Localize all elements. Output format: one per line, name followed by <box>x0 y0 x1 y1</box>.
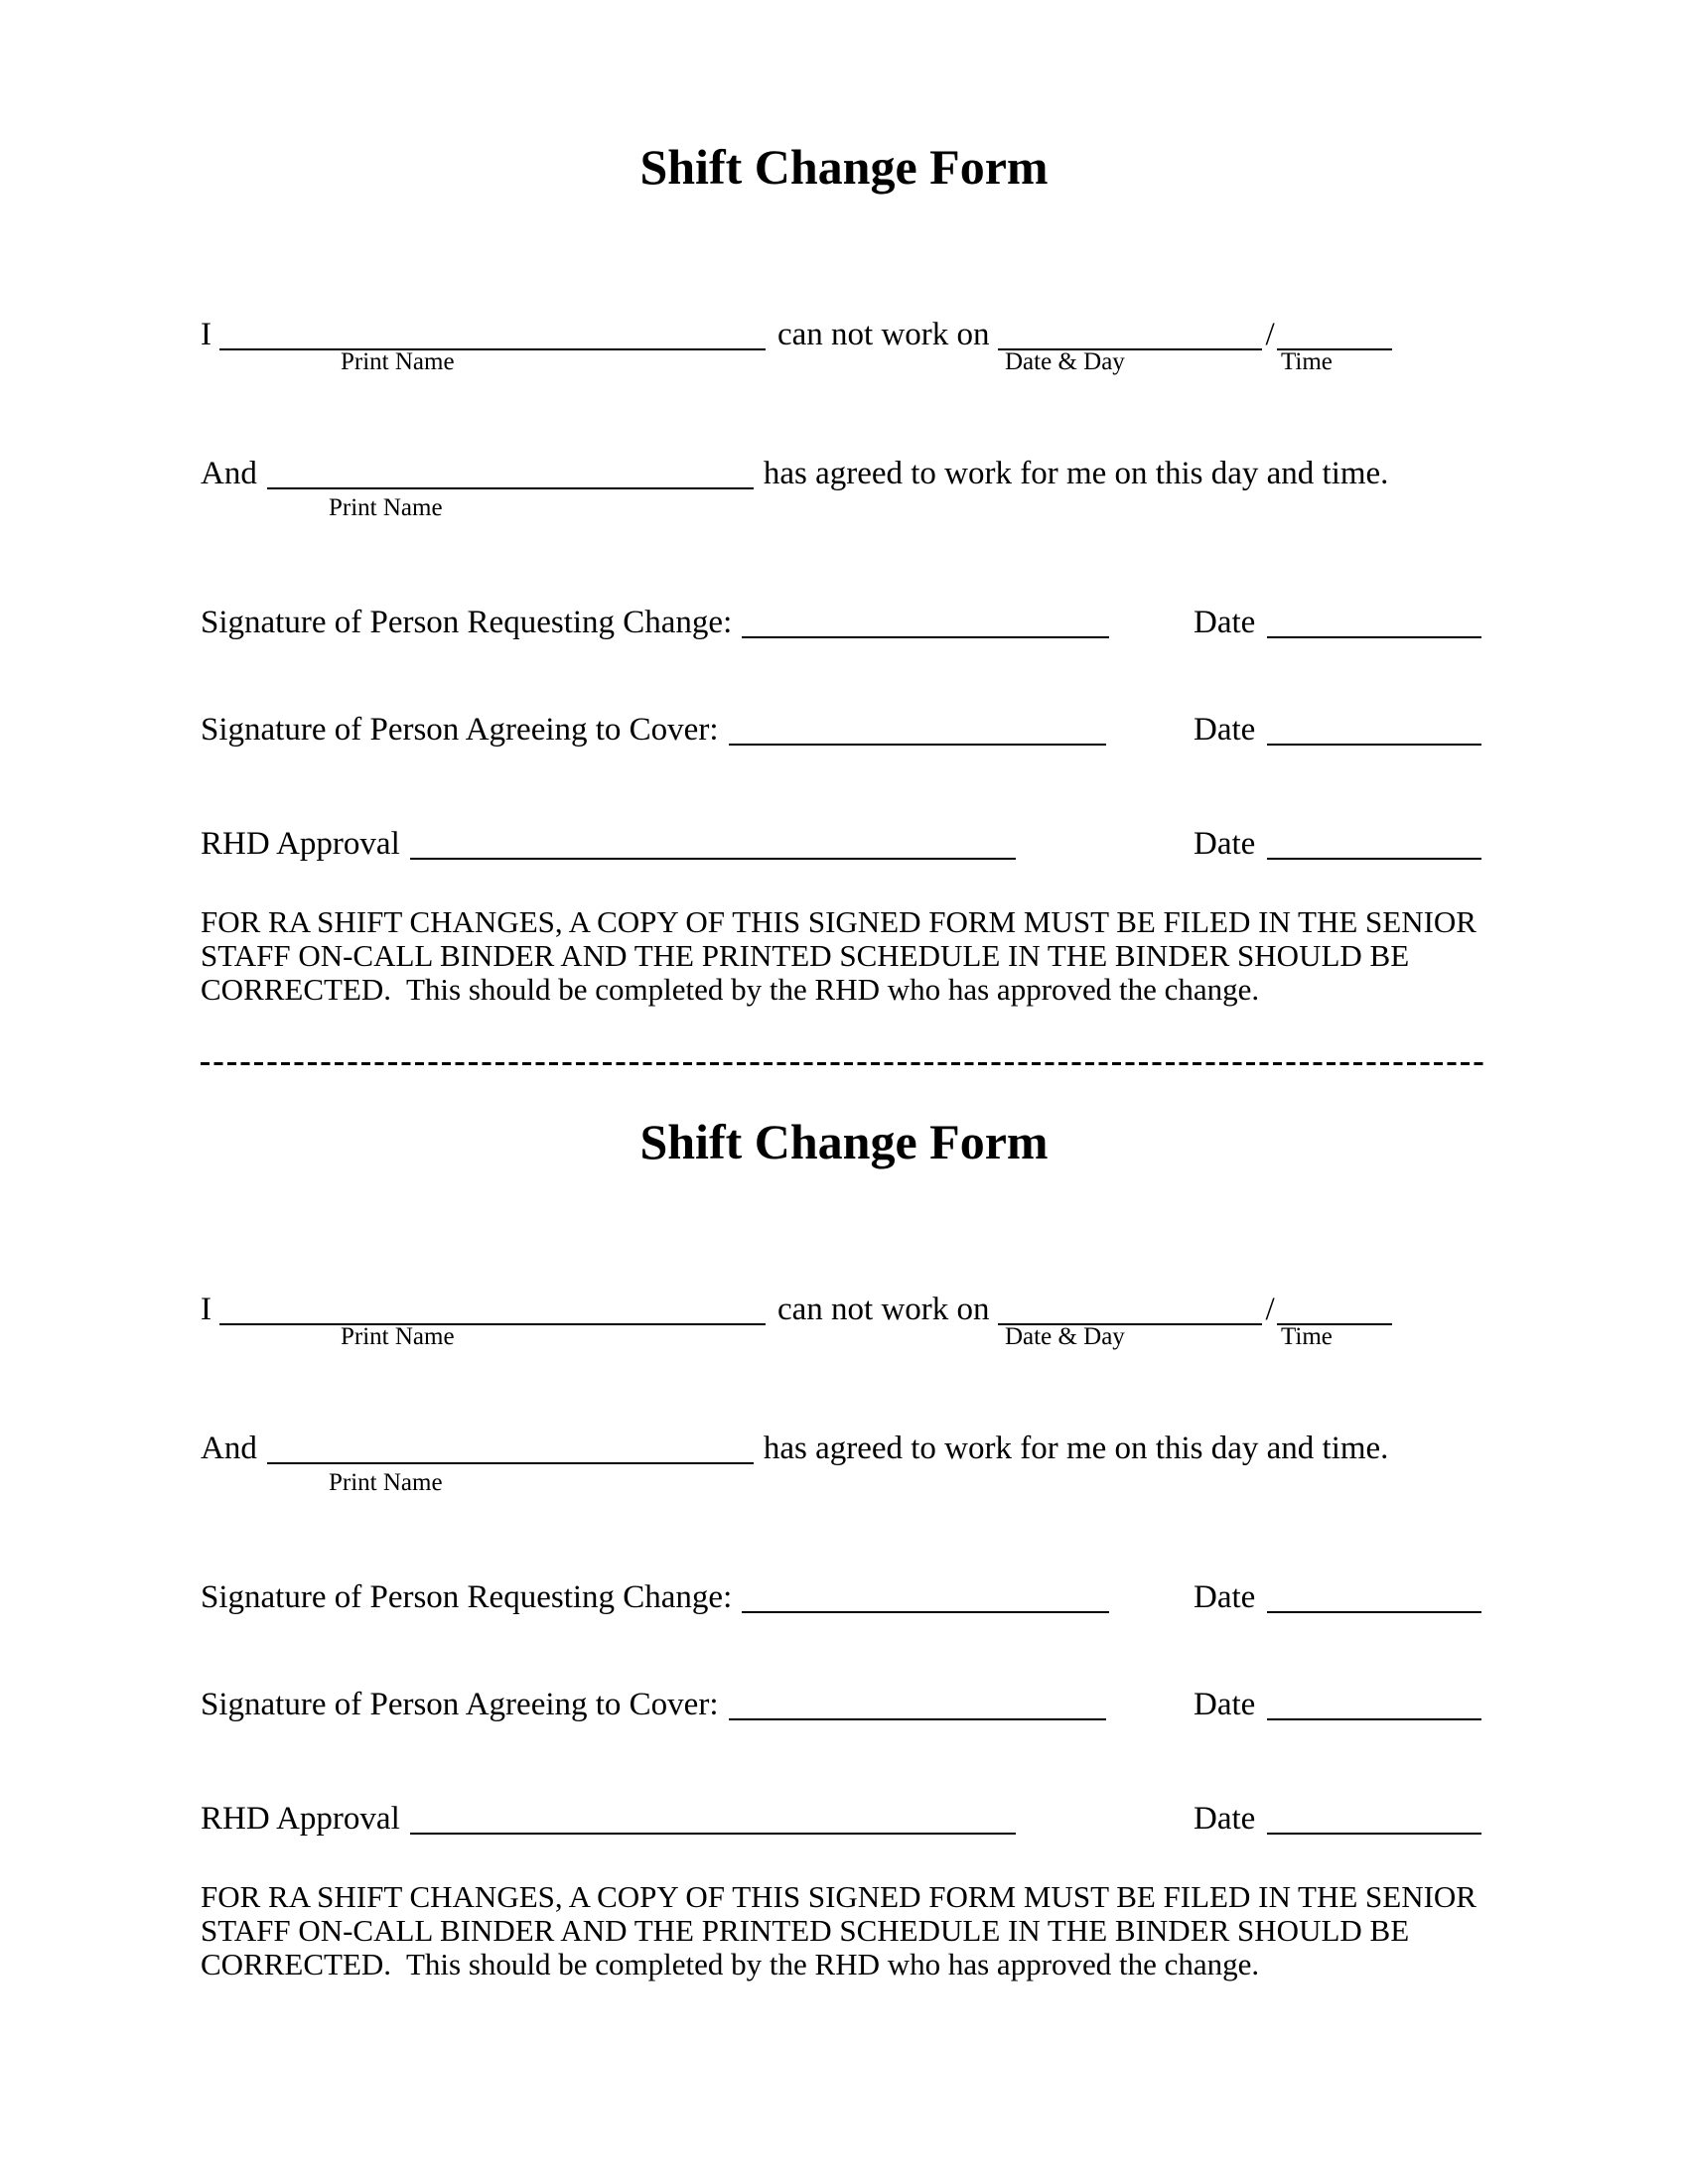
date-blank <box>1267 1599 1481 1613</box>
print-name-label: Print Name <box>341 1323 455 1350</box>
time-label: Time <box>1281 348 1333 375</box>
signature-cover-row <box>201 710 1688 750</box>
rhd-approval-label: RHD Approval <box>201 826 400 862</box>
signature-cover-blank <box>729 1706 1106 1720</box>
date-label: Date <box>1194 1579 1256 1615</box>
cover-post-text: has agreed to work for me on this day and time. <box>763 1431 1389 1466</box>
date-field-group <box>1194 1577 1481 1617</box>
form-title: Shift Change Form <box>639 139 1049 195</box>
notice-line: STAFF ON-CALL BINDER AND THE PRINTED SCHEDULE IN THE BINDER SHOULD BE <box>201 1913 1410 1948</box>
shift-change-form-1 <box>0 0 1688 1007</box>
date-blank <box>1267 1821 1481 1835</box>
signature-requesting-label: Signature of Person Requesting Change: <box>201 1579 733 1615</box>
rhd-approval-label: RHD Approval <box>201 1801 400 1837</box>
notice-line: FOR RA SHIFT CHANGES, A COPY OF THIS SIGNED FORM MUST BE FILED IN THE SENIOR <box>201 1879 1477 1914</box>
print-name-label: Print Name <box>341 348 455 375</box>
date-blank <box>1267 624 1481 638</box>
rhd-approval-row <box>201 824 1688 864</box>
cover-name-blank <box>267 476 754 489</box>
date-label: Date <box>1194 826 1256 862</box>
date-field-group <box>1194 824 1481 864</box>
cover-post-text: has agreed to work for me on this day and time. <box>763 456 1389 491</box>
date-blank <box>1267 1706 1481 1720</box>
notice-line: CORRECTED. This should be completed by the RHD who has approved the change. <box>201 972 1260 1007</box>
date-day-label: Date & Day <box>1005 1323 1125 1350</box>
rhd-approval-blank <box>410 846 1016 860</box>
date-day-label: Date & Day <box>1005 348 1125 375</box>
cover-line <box>201 454 1688 493</box>
rhd-approval-blank <box>410 1821 1016 1835</box>
shift-change-form-2 <box>0 972 1688 1981</box>
signature-requesting-row <box>201 603 1688 642</box>
date-field-group <box>1194 603 1481 642</box>
date-label: Date <box>1194 1687 1256 1722</box>
slash-text: / <box>1265 1292 1275 1327</box>
signature-cover-blank <box>729 732 1106 746</box>
slash-text: / <box>1265 317 1275 352</box>
date-label: Date <box>1194 1801 1256 1837</box>
cover-name-blank <box>267 1450 754 1464</box>
date-blank <box>1267 732 1481 746</box>
signature-cover-label: Signature of Person Agreeing to Cover: <box>201 1687 719 1722</box>
signature-requesting-row <box>201 1577 1688 1617</box>
intro-pre-text: I <box>201 1292 211 1327</box>
cover-sublabels <box>201 1468 1688 1498</box>
date-label: Date <box>1194 712 1256 748</box>
notice-line: STAFF ON-CALL BINDER AND THE PRINTED SCHEDULE IN THE BINDER SHOULD BE <box>201 938 1410 973</box>
date-field-group <box>1194 1799 1481 1839</box>
time-label: Time <box>1281 1323 1333 1350</box>
intro-mid-text: can not work on <box>777 317 990 352</box>
cover-pre-text: And <box>201 456 257 491</box>
signature-requesting-blank <box>742 1599 1109 1613</box>
intro-mid-text: can not work on <box>777 1292 990 1327</box>
form-title: Shift Change Form <box>639 1114 1049 1169</box>
rhd-approval-row <box>201 1799 1688 1839</box>
print-name-label: Print Name <box>329 1469 443 1496</box>
signature-cover-label: Signature of Person Agreeing to Cover: <box>201 712 719 748</box>
date-blank <box>1267 846 1481 860</box>
cover-line <box>201 1429 1688 1468</box>
notice-paragraph <box>201 1880 1477 1981</box>
date-field-group <box>1194 1685 1481 1724</box>
cover-pre-text: And <box>201 1431 257 1466</box>
notice-line: CORRECTED. This should be completed by the RHD who has approved the change. <box>201 1947 1260 1981</box>
signature-requesting-label: Signature of Person Requesting Change: <box>201 605 733 640</box>
signature-requesting-blank <box>742 624 1109 638</box>
intro-sublabels <box>201 347 1688 377</box>
date-label: Date <box>1194 605 1256 640</box>
signature-cover-row <box>201 1685 1688 1724</box>
intro-sublabels <box>201 1322 1688 1352</box>
print-name-label: Print Name <box>329 494 443 521</box>
notice-line: FOR RA SHIFT CHANGES, A COPY OF THIS SIGNED FORM MUST BE FILED IN THE SENIOR <box>201 904 1477 939</box>
intro-pre-text: I <box>201 317 211 352</box>
date-field-group <box>1194 710 1481 750</box>
cover-sublabels <box>201 493 1688 523</box>
